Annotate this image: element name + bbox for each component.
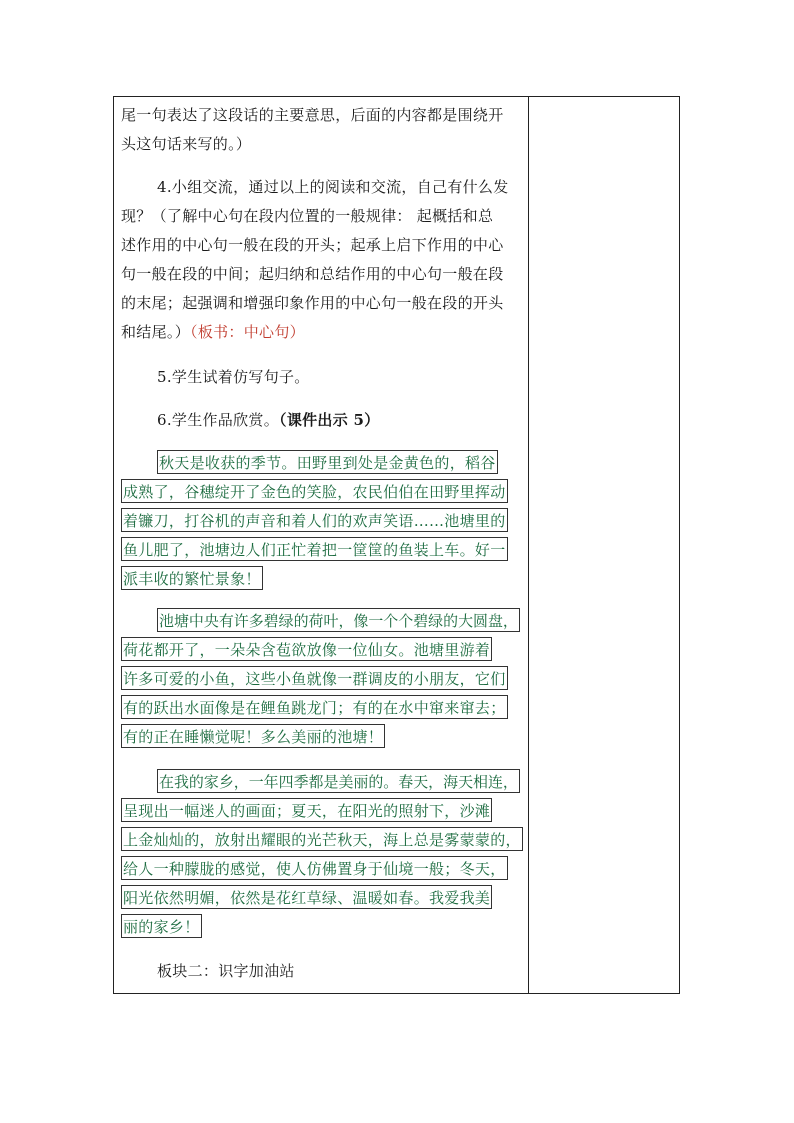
item6-line [157, 408, 380, 432]
sample2-line-3: 许多可爱的小鱼，这些小鱼就像一群调皮的小朋友，它们 [121, 666, 508, 690]
intro-line-2: 头这句话来写的。） [121, 135, 252, 153]
item6-text: 6.学生作品欣赏。 [157, 411, 280, 429]
sample1-line-4: 鱼儿肥了，池塘边人们正忙着把一筐筐的鱼装上车。好一 [121, 537, 508, 561]
item4-line-5: 的末尾；起强调和增强印象作用的中心句一般在段的开头 [121, 294, 504, 312]
sample1-line-2: 成熟了，谷穗绽开了金色的笑脸，农民伯伯在田野里挥动 [121, 479, 508, 503]
sample1-line-3: 着镰刀，打谷机的声音和着人们的欢声笑语……池塘里的 [121, 508, 508, 532]
sample3-line-2: 呈现出一幅迷人的画面；夏天，在阳光的照射下，沙滩 [121, 798, 492, 822]
sample3-line-5: 阳光依然明媚，依然是花红草绿、温暖如春。我爱我美 [121, 885, 492, 909]
sample1-line-5: 派丰收的繁忙景象！ [121, 566, 263, 590]
item4-line-1: 4.小组交流，通过以上的阅读和交流，自己有什么发 [157, 178, 509, 196]
courseware-note: （课件出示 5） [279, 411, 380, 429]
sample2-line-5: 有的正在睡懒觉呢！多么美丽的池塘！ [121, 724, 385, 748]
sample2-line-4: 有的跃出水面像是在鲤鱼跳龙门；有的在水中窜来窜去； [121, 695, 508, 719]
lesson-table [113, 96, 680, 994]
item4-conclusion: 和结尾。） [121, 323, 191, 341]
sample2-line-1: 池塘中央有许多碧绿的荷叶，像一个个碧绿的大圆盘， [157, 608, 520, 632]
item5-line: 5.学生试着仿写句子。 [157, 368, 310, 386]
sample3-line-3: 上金灿灿的，放射出耀眼的光芒秋天，海上总是雾蒙蒙的， [121, 827, 523, 851]
item4-line-2: 现？（了解中心句在段内位置的一般规律： 起概括和总 [121, 207, 494, 225]
section2-heading: 板块二：识字加油站 [157, 962, 295, 980]
item4-line-3: 述作用的中心句一般在段的开头；起承上启下作用的中心 [121, 236, 504, 254]
column-divider [528, 97, 529, 993]
item4-line-6 [121, 320, 305, 344]
board-note: （板书：中心句） [190, 323, 305, 341]
sample3-line-1: 在我的家乡，一年四季都是美丽的。春天，海天相连， [157, 769, 520, 793]
sample3-line-4: 给人一种朦胧的感觉，使人仿佛置身于仙境一般；冬天， [121, 856, 508, 880]
intro-line-1: 尾一句表达了这段话的主要意思，后面的内容都是围绕开 [121, 106, 504, 124]
item4-line-4: 句一般在段的中间；起归纳和总结作用的中心句一般在段 [121, 265, 504, 283]
sample2-line-2: 荷花都开了，一朵朵含苞欲放像一位仙女。池塘里游着 [121, 637, 492, 661]
sample1-line-1: 秋天是收获的季节。田野里到处是金黄色的，稻谷 [157, 450, 498, 474]
sample3-line-6: 丽的家乡！ [121, 914, 202, 938]
